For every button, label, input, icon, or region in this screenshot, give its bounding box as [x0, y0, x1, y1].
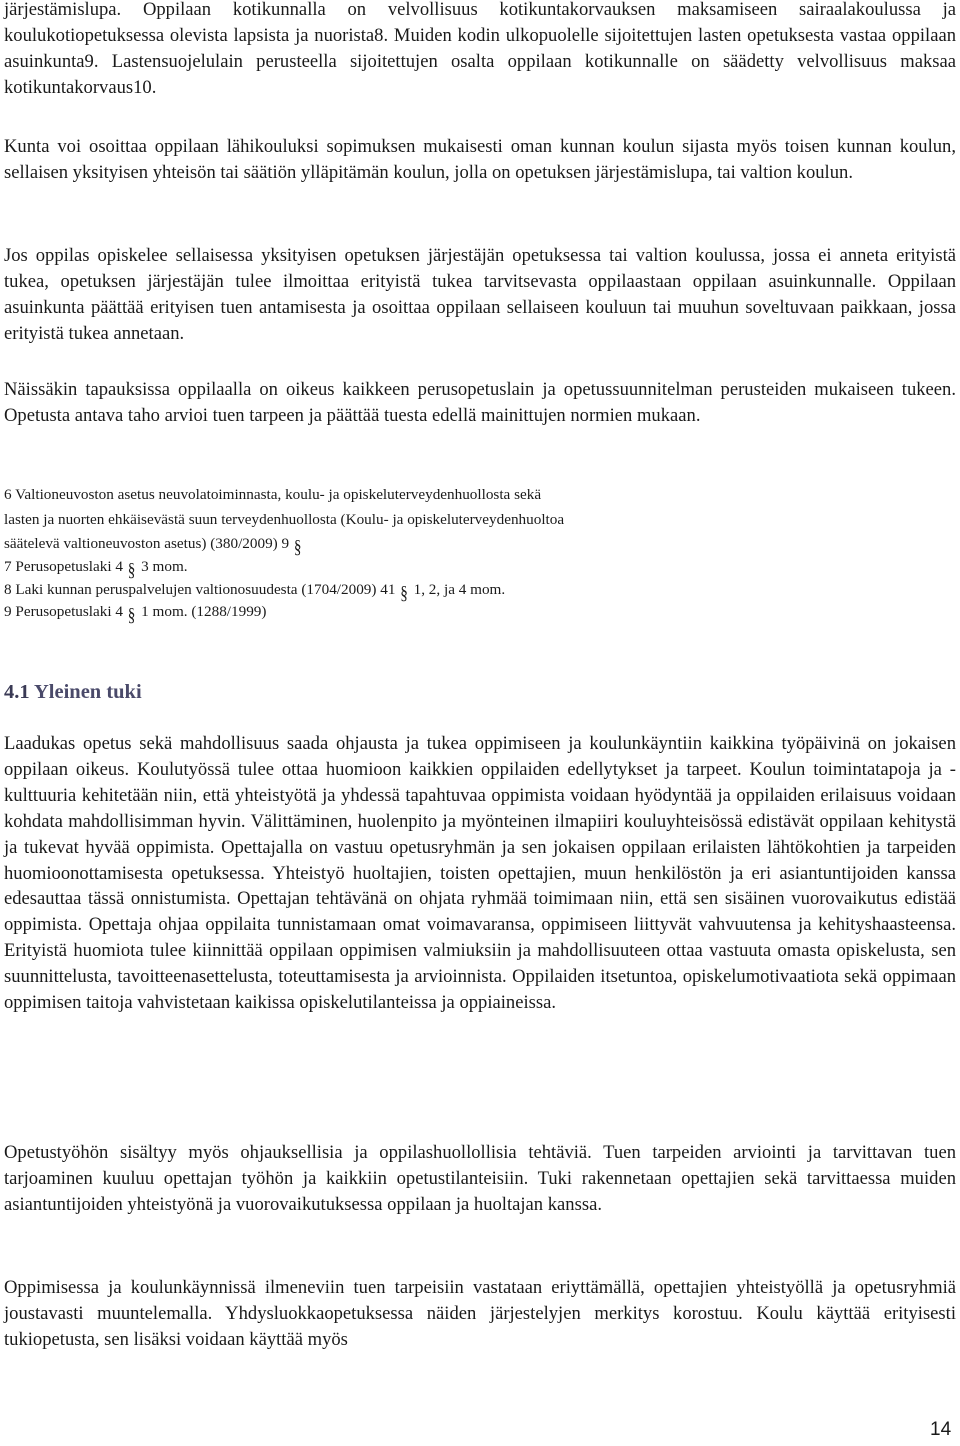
footnote-6-line-1: 6 Valtioneuvoston asetus neuvolatoiminnasta, koulu- ja opiskeluterveydenhuollosta sekä [4, 486, 542, 503]
footnote-8-moment: 1, 2, ja 4 mom. [413, 581, 506, 598]
paragraph-support-needs: Oppimisessa ja koulunkäynnissä ilmeneviin tuen tarpeisiin vastataan eriyttämällä, opettajien yhteistyöllä ja opetusryhmiä joustavasti muuntelemalla. Yhdysluokkaopetuksessa näiden järjestelyjen merkitys korostuu. Koulu käyttää erityisesti tukiopetusta, sen lisäksi voidaan käyttää myös [4, 1277, 956, 1350]
page-number: 14 [930, 1419, 952, 1440]
paragraph-teaching-duties: Opetustyöhön sisältyy myös ohjauksellisia ja oppilashuollollisia tehtäviä. Tuen tarpeiden arviointi ja tarvittavan tuen tarjoaminen kuuluu opettajan työhön ja kaikkiin opetustilanteisiin. Tuki rakennetaan opettajien sekä tarvittaessa muiden asiantuntijoiden yhteistyönä ja vuorovaikutuksessa oppilaan ja huoltajan kanssa. [4, 1142, 956, 1215]
section-sign: § [127, 604, 136, 626]
section-title: Yleinen tuki [34, 681, 142, 703]
section-sign: § [400, 582, 408, 604]
paragraph-general-support: Laadukas opetus sekä mahdollisuus saada ohjausta ja tukea oppimiseen ja koulunkäyntiin kaikkina työpäivinä on jokaisen oppilaan oikeus. Koulutyössä tulee ottaa huomioon kaikkien oppilaiden edellytykset ja tarpeet. Koulun toimintatapoja ja -kulttuuria kehitetään niin, että yhteistyötä ja yhdessä tapahtuvaa oppimista voidaan hyödyntää ja oppilaiden erilaisuus voidaan kohdata mahdollisimman hyvin. Välittäminen, huolenpito ja myönteinen ilmapiiri kouluyhteisössä edistävät oppilaan kehitystä ja tukevat hyvää oppimista. Opettajalla on vastuu opetusryhmän ja sen jokaisen oppilaan erilaisten lähtökohtien ja tarpeiden huomioonottamisesta opetuksessa. Yhteistyö huoltajien, toisten opettajien, muun henkilöstön ja eri asiantuntijoiden kanssa edesauttaa tässä onnistumista. Opettajan tehtävänä on ohjata ryhmää toimimaan niin, että sen sisäinen vuorovaikutus edistää oppimista. Opettaja ohjaa oppilaita tunnistamaan omat voimavaransa, oppimiseen liittyvät vahvuutensa ja kehityshaasteensa. Erityistä huomiota tulee kiinnittää oppilaan oppimisen valmiuksiin ja mahdollisuuteen ottaa vastuuta omasta opiskelusta, sen suunnittelusta, tavoitteenasettelusta, toteuttamisesta ja arvioinnista. Oppilaiden itsetuntoa, opiskelumotivaatiota sekä oppimaan oppimisen taitoja vahvistetaan kaikissa opiskelutilanteissa ja oppiaineissa. [4, 733, 956, 1014]
footnote-7 [4, 555, 956, 579]
section-heading [4, 674, 142, 710]
footnote-6-line-2: lasten ja nuorten ehkäisevästä suun terveydenhuollosta (Koulu- ja opiskeluterveydenhuoltoa [4, 511, 565, 528]
footnote-7-text: 7 Perusopetuslaki 4 [4, 558, 123, 575]
section-sign: § [293, 536, 302, 558]
footnote-9-moment: 1 mom. (1288/1999) [141, 603, 267, 620]
footnote-9 [4, 600, 956, 624]
paragraph-right-to-support: Näissäkin tapauksissa oppilaalla on oikeus kaikkeen perusopetuslain ja opetussuunnitelman perusteiden mukaiseen tukeen. Opetusta antava taho arvioi tuen tarpeen ja päättää tuesta edellä mainittujen normien mukaan. [4, 379, 956, 426]
paragraph-neighborhood-school: Kunta voi osoittaa oppilaan lähikouluksi sopimuksen mukaisesti oman kunnan koulun sijasta myös toisen kunnan koulun, sellaisen yksityisen yhteisön tai säätiön ylläpitämän koulun, jolla on opetuksen järjestämislupa, tai valtion koulun. [4, 136, 956, 183]
section-sign: § [127, 559, 136, 581]
paragraph-special-support-notification: Jos oppilas opiskelee sellaisessa yksityisen opetuksen järjestäjän opetuksessa tai valtion koulussa, jossa ei anneta erityistä tukea, opetuksen järjestäjän tulee ilmoittaa erityistä tukea tarvitsevasta oppilaastaan oppilaan asuinkunnalle. Oppilaan asuinkunta päättää erityisen tuen antamisesta ja osoittaa oppilaan sellaiseen kouluun tai muuhun soveltuvaan paikkaan, jossa erityistä tukea annetaan. [4, 245, 956, 344]
footnote-6-text: säätelevä valtioneuvoston asetus) (380/2009) 9 [4, 535, 290, 552]
footnote-8 [4, 578, 956, 602]
footnote-7-moment: 3 mom. [141, 558, 188, 575]
section-number: 4.1 [4, 681, 30, 703]
footnote-8-text: 8 Laki kunnan peruspalvelujen valtionosuudesta (1704/2009) 41 [4, 581, 396, 598]
footnote-6-line-3 [4, 532, 956, 556]
paragraph-funding-responsibility: järjestämislupa. Oppilaan kotikunnalla on velvollisuus kotikuntakorvauksen maksamiseen sairaalakoulussa ja koulukotiopetuksessa olevista lapsista ja nuorista8. Muiden kodin ulkopuolelle sijoitettujen lasten opetuksesta vastaa oppilaan asuinkunta9. Lastensuojelulain perusteella sijoitettujen osalta oppilaan kotikunnalle on säädetty velvollisuus maksaa kotikuntakorvaus10. [4, 0, 956, 98]
footnote-9-text: 9 Perusopetuslaki 4 [4, 603, 123, 620]
